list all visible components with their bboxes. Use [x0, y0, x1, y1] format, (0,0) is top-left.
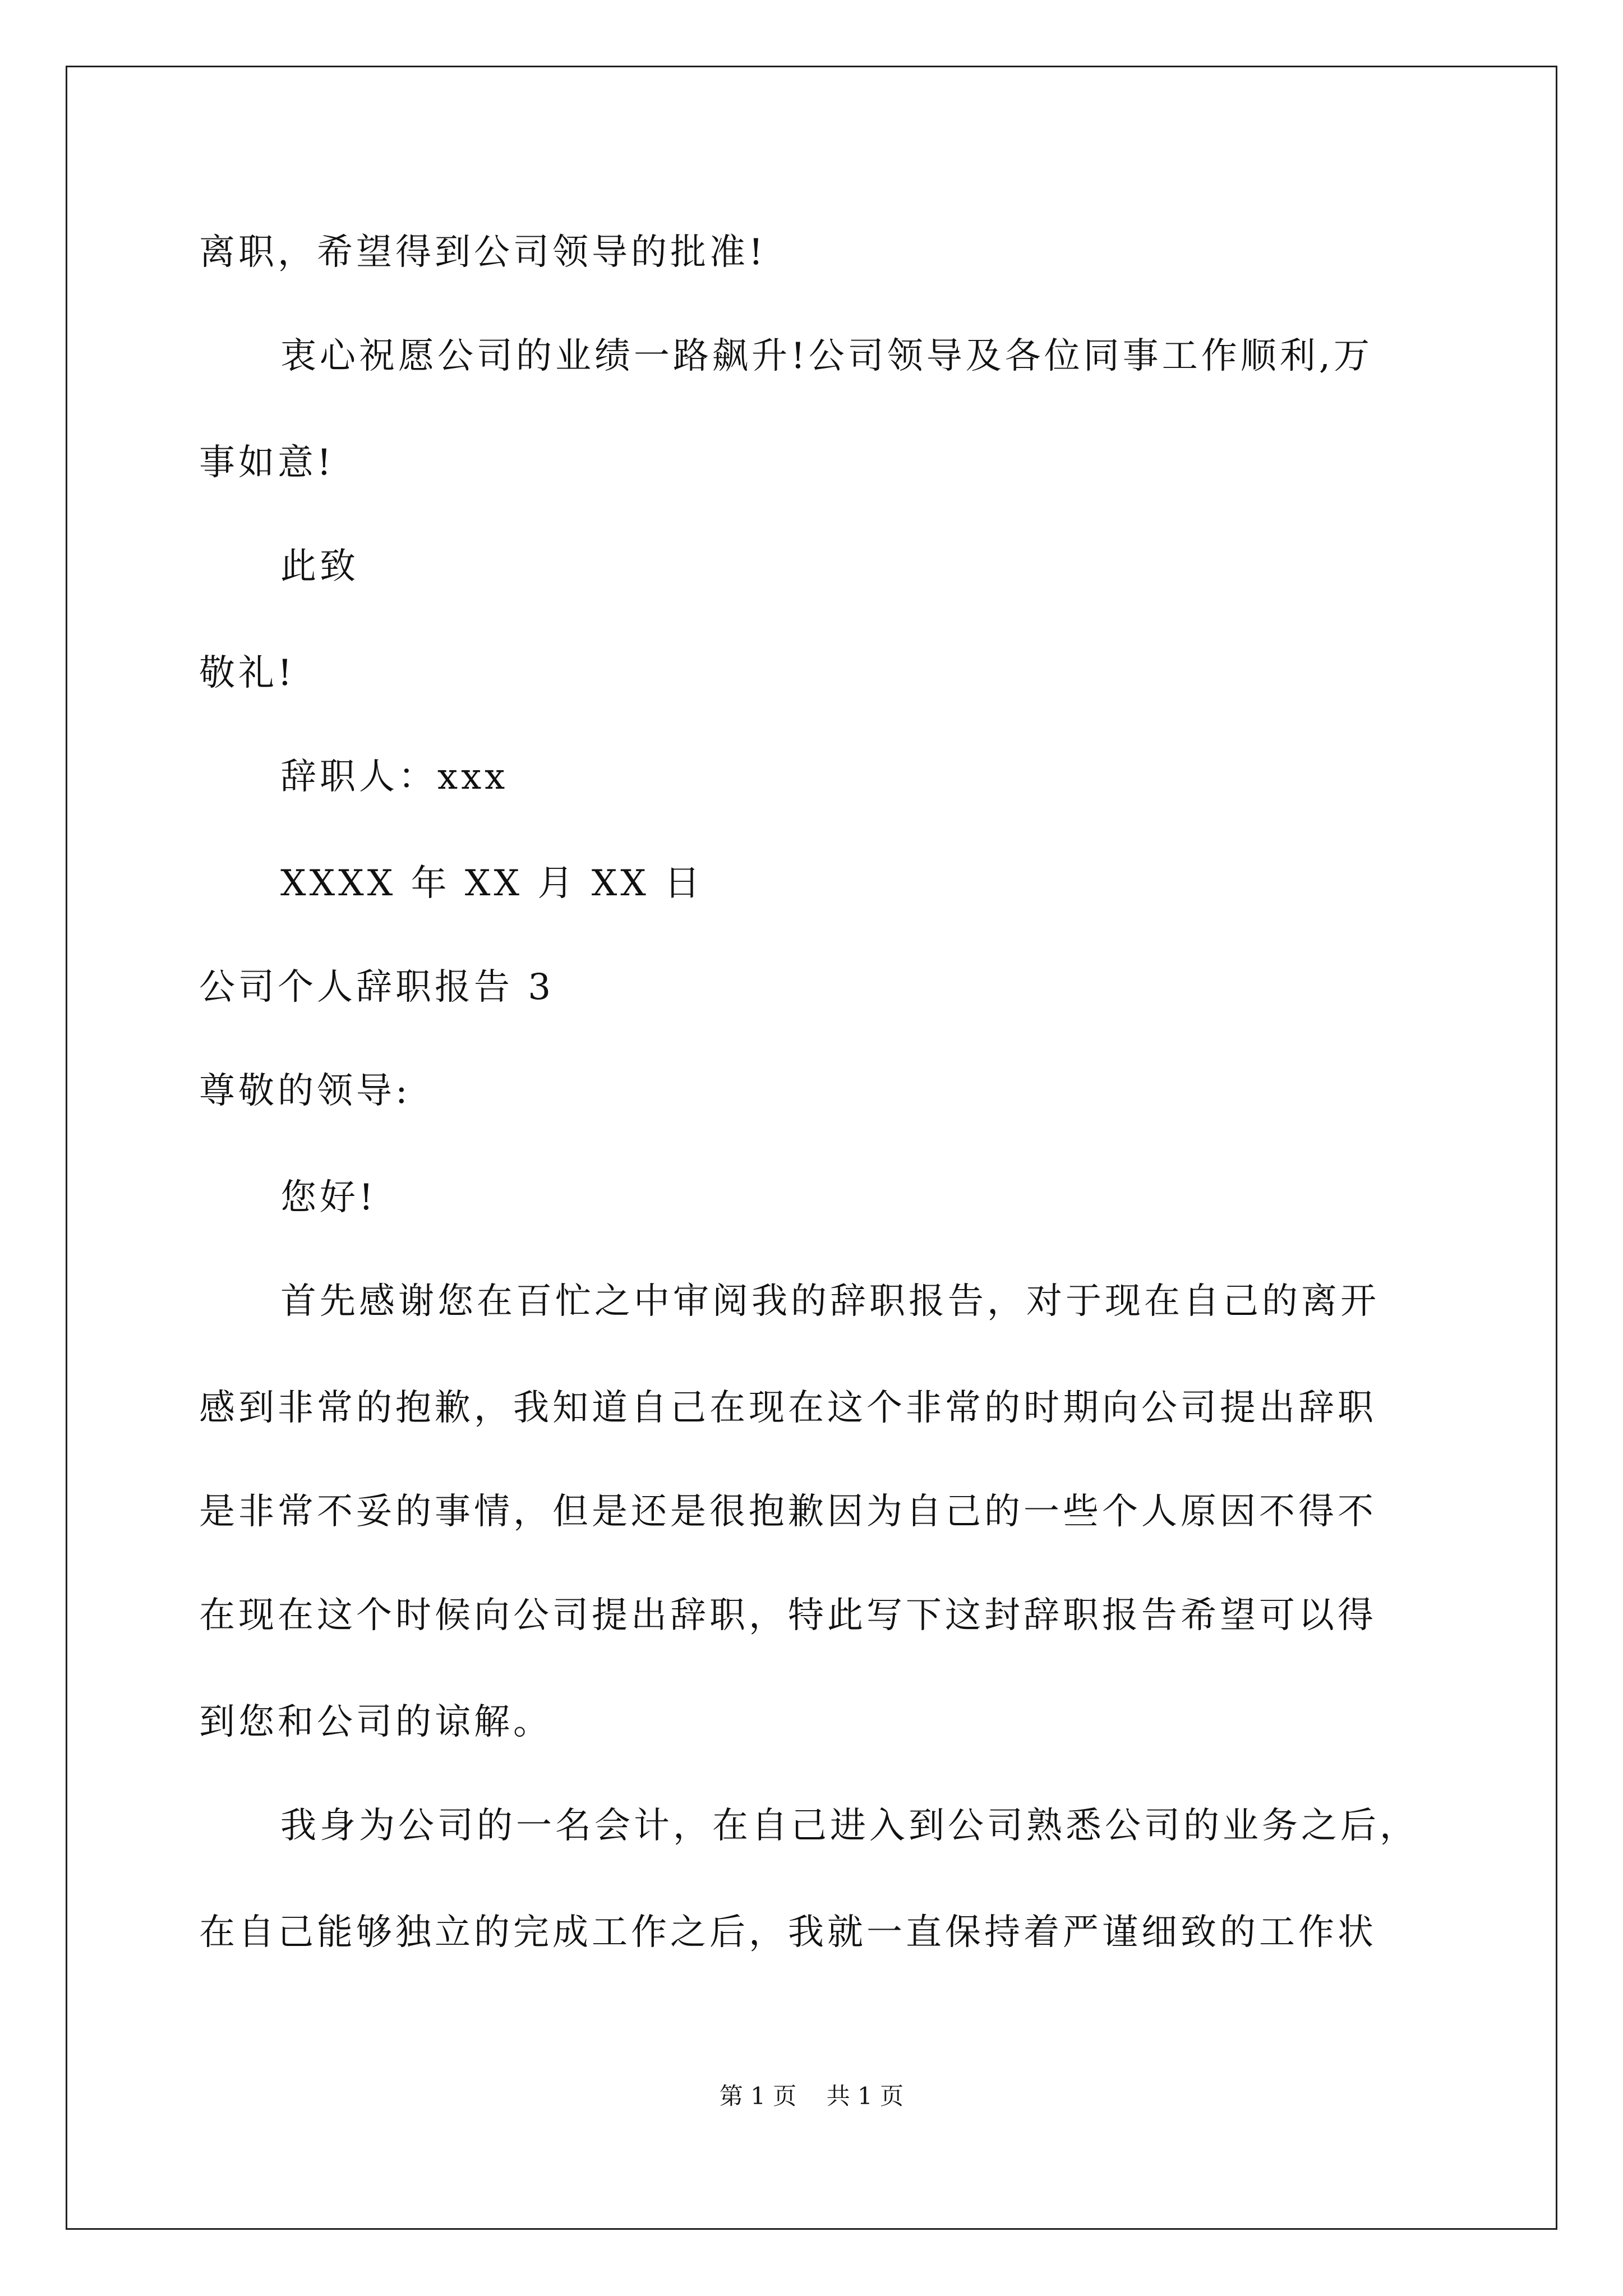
text-line-14: 在现在这个时候向公司提出辞职，特此写下这封辞职报告希望可以得	[199, 1595, 1377, 1636]
text-line-10: 您好!	[280, 1177, 377, 1218]
text-line-2: 衷心祝愿公司的业绩一路飙升!公司领导及各位同事工作顺利,万	[280, 335, 1373, 377]
text-line-1: 离职，希望得到公司领导的批准!	[199, 232, 767, 273]
text-line-6: 辞职人：xxx	[280, 756, 509, 798]
text-line-15: 到您和公司的谅解。	[199, 1701, 552, 1743]
text-line-8: 公司个人辞职报告 3	[199, 967, 555, 1008]
text-line-16: 我身为公司的一名会计，在自己进入到公司熟悉公司的业务之后，	[280, 1805, 1419, 1847]
text-line-13: 是非常不妥的事情，但是还是很抱歉因为自己的一些个人原因不得不	[199, 1491, 1377, 1533]
page-border	[66, 66, 1557, 2230]
text-line-11: 首先感谢您在百忙之中审阅我的辞职报告，对于现在自己的离开	[280, 1281, 1380, 1322]
text-line-3: 事如意!	[199, 442, 335, 484]
text-line-17: 在自己能够独立的完成工作之后，我就一直保持着严谨细致的工作状	[199, 1912, 1377, 1953]
text-line-9: 尊敬的领导:	[199, 1070, 411, 1112]
text-line-7: XXXX 年 XX 月 XX 日	[280, 863, 704, 904]
page-footer: 第 1 页 共 1 页	[719, 2082, 904, 2110]
text-line-5: 敬礼!	[199, 652, 296, 694]
text-line-12: 感到非常的抱歉，我知道自己在现在这个非常的时期向公司提出辞职	[199, 1387, 1377, 1429]
text-line-4: 此致	[280, 546, 359, 587]
